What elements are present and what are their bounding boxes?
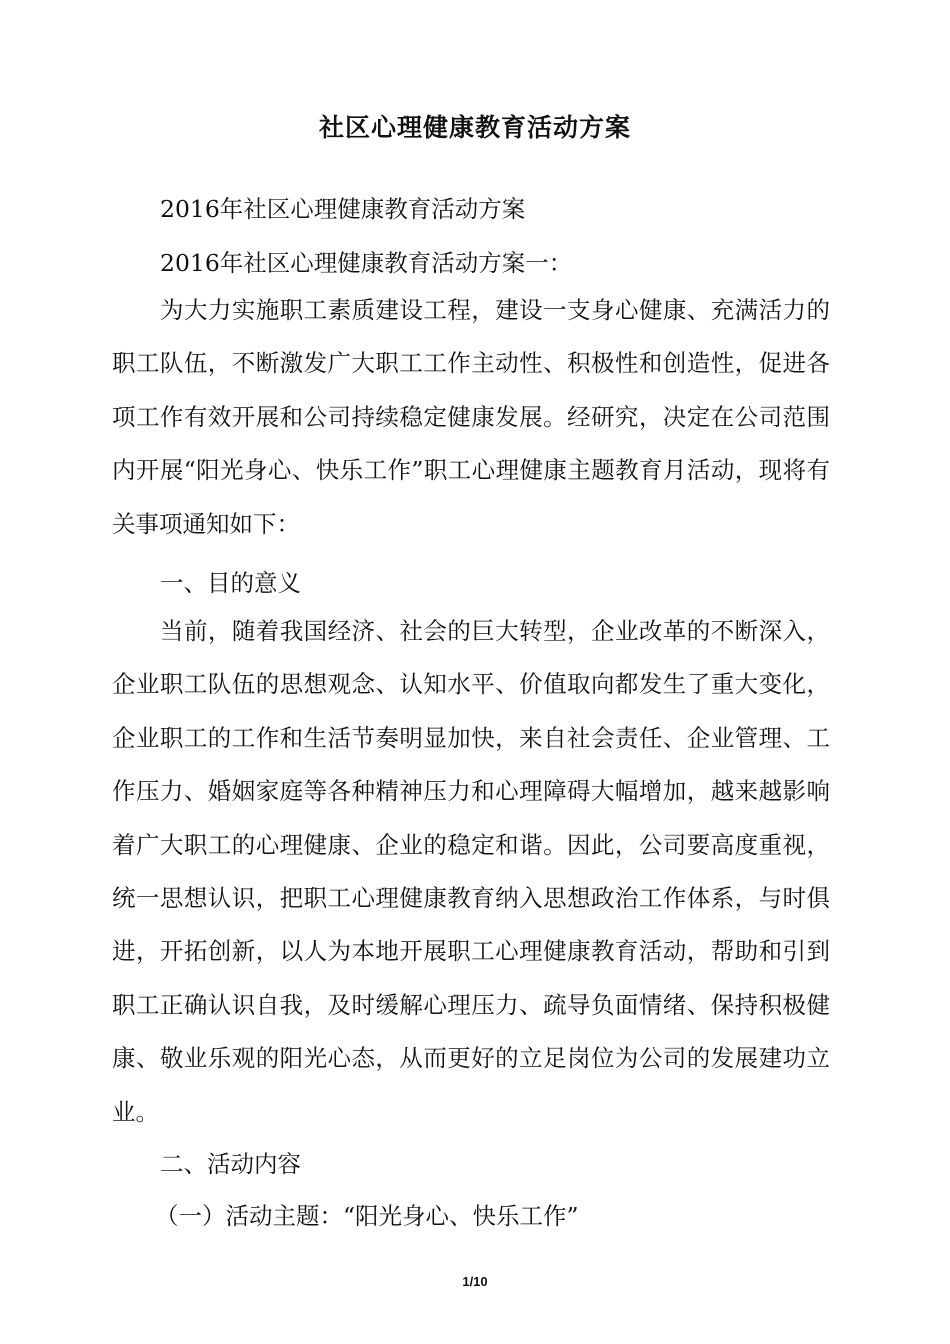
heading-purpose: 一、目的意义 xyxy=(160,569,301,597)
paragraph-intro: 为大力实施职工素质建设工程，建设一支身心健康、充满活力的职工队伍，不断激发广大职工工作主动性、积极性和创造性，促进各项工作有效开展和公司持续稳定健康发展。经研究，决定在公司范围内开展“阳光身心、快乐工作”职工心理健康主题教育月活动，现将有关事项通知如下： xyxy=(112,296,830,538)
subtitle-year-plan: 2016年社区心理健康教育活动方案 xyxy=(160,195,526,223)
subtitle-plan-one: 2016年社区心理健康教育活动方案一： xyxy=(160,249,573,277)
paragraph-purpose: 当前，随着我国经济、社会的巨大转型，企业改革的不断深入，企业职工队伍的思想观念、认知水平、价值取向都发生了重大变化，企业职工的工作和生活节奏明显加快，来自社会责任、企业管理、工作压力、婚姻家庭等各种精神压力和心理障碍大幅增加，越来越影响着广大职工的心理健康、企业的稳定和谐。因此，公司要高度重视，统一思想认识，把职工心理健康教育纳入思想政治工作体系，与时俱进，开拓创新，以人为本地开展职工心理健康教育活动，帮助和引到职工正确认识自我，及时缓解心理压力、疏导负面情绪、保持积极健康、敬业乐观的阳光心态，从而更好的立足岗位为公司的发展建功立业。 xyxy=(112,617,830,1126)
document-title: 社区心理健康教育活动方案 xyxy=(318,113,631,142)
sub-heading-activity-theme: （一）活动主题：“阳光身心、快乐工作” xyxy=(155,1202,579,1230)
heading-activity-content: 二、活动内容 xyxy=(160,1150,301,1178)
page-number: 1/10 xyxy=(462,1274,488,1289)
